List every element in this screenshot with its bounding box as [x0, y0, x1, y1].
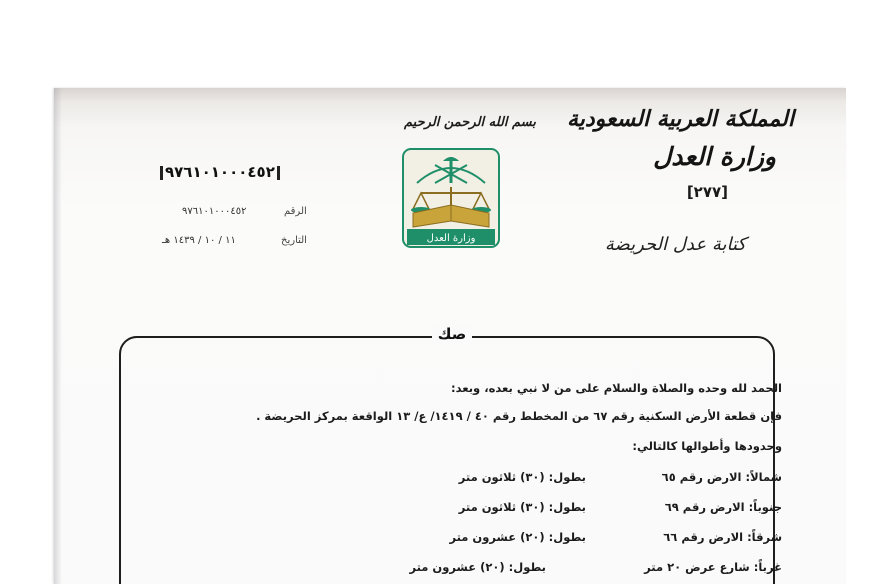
deed-parcel-line: فإن قطعة الأرض السكنية رقم ٦٧ من المخطط رقم ٤٠ / ١٤١٩/ ع/ ١٣ الواقعة بمركز الحريضة .: [256, 409, 782, 423]
boundary-south-length: بطول: (٣٠) ثلاثون متر: [458, 500, 586, 514]
boundary-south-direction: جنوباً: الارض رقم ٦٩: [664, 500, 782, 514]
date-value: ١١ / ١٠ / ١٤٣٩ هـ: [162, 235, 236, 246]
reference-label: الرقم: [284, 206, 307, 217]
document-page: [54, 88, 846, 584]
deed-title: صك: [432, 325, 472, 343]
boundary-north-direction: شمالاً: الارض رقم ٦٥: [661, 470, 782, 484]
barcode: [158, 163, 282, 181]
boundary-west-direction: غرباً: شارع عرض ٢٠ متر: [644, 560, 782, 574]
barcode-bar-right: [277, 166, 280, 180]
barcode-bar-left: [160, 166, 163, 180]
boundary-north-length: بطول: (٣٠) ثلاثون متر: [458, 470, 586, 484]
deed-opening-line: الحمد لله وحده والصلاة والسلام على من لا نبي بعده، وبعد:: [451, 381, 782, 395]
barcode-number: ٩٧٦١٠١٠٠٠٤٥٢: [165, 163, 275, 181]
ministry-name: وزارة العدل: [653, 142, 776, 171]
date-label: التاريخ: [281, 235, 307, 246]
reference-value: ٩٧٦١٠١٠٠٠٤٥٢: [182, 206, 247, 217]
ministry-emblem-icon: [399, 143, 503, 253]
boundary-west-length: بطول: (٢٠) عشرون متر: [409, 560, 546, 574]
basmala: بسم الله الرحمن الرحيم: [404, 115, 536, 130]
document-number: [٢٧٧]: [686, 183, 728, 201]
emblem-label: وزارة العدل: [426, 233, 476, 244]
page-edge-shadow: [54, 88, 62, 584]
boundary-east-direction: شرقاً: الارض رقم ٦٦: [663, 530, 782, 544]
boundary-east-length: بطول: (٢٠) عشرون متر: [449, 530, 586, 544]
kingdom-name: المملكة العربية السعودية: [566, 106, 794, 132]
deed-boundaries-intro: وحدودها وأطوالها كالتالي:: [632, 439, 782, 453]
deed-frame: [119, 336, 775, 584]
court-name: كتابة عدل الحريضة: [604, 234, 746, 255]
